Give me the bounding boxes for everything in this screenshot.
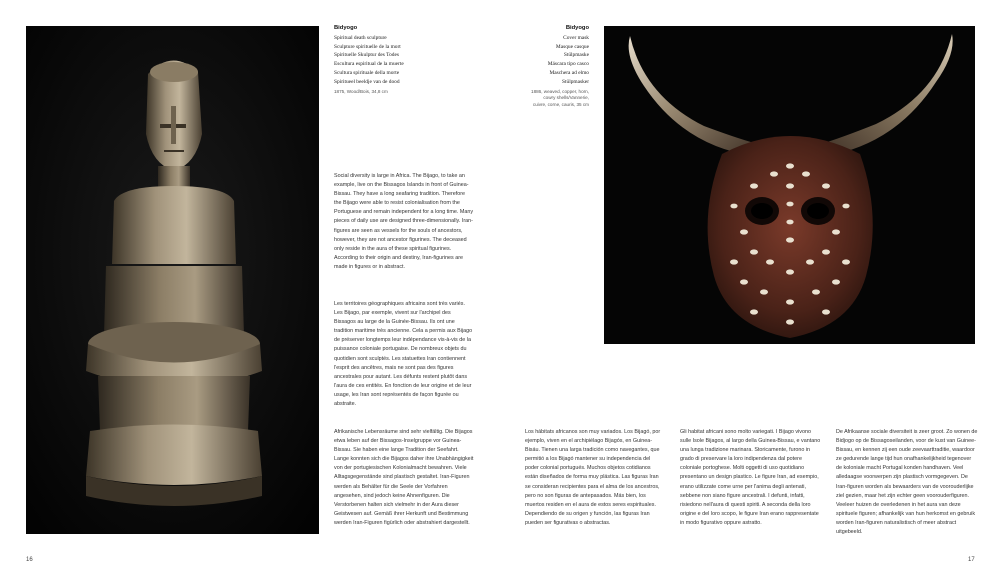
page-number-right: 17: [968, 557, 975, 563]
caption-line: Spiritual death sculpture: [334, 34, 387, 41]
caption-line: Stülpmaske: [563, 52, 589, 59]
caption-line: Stülpmasker: [562, 78, 589, 85]
caption-line: Cover mask: [563, 34, 589, 41]
photo-cover-mask: [604, 26, 975, 344]
caption-cover-mask: [478, 24, 589, 108]
paragraph-italian: Gli habitat africani sono molto variegati. I Bijago vivono sulle Isole Bijagos, al largo della Guinea-Bissau, e vantano una lunga tradizione marinara. Storicamente, furono in grado di preservare la loro indipendenza dal potere coloniale portoghese. Molti oggetti di uso quotidiano presentano un design plastico. Le figure Iran, ad esempio, erano utilizzate come urne per l'anima degli antenati, sebbene non siano figure ancestrali. I defunti, infatti, risiedono nell'aura di questi spiriti. A seconda della loro origine e del loro scopo, le figure Iran erano rappresentate in modo figurativo oppure astratto.: [680, 429, 821, 526]
caption-line: Maschera ad elmo: [549, 69, 589, 76]
caption-line: Masque casque: [555, 43, 589, 50]
paragraph-spanish: Los hábitats africanos son muy variados. Los Bijagó, por ejemplo, viven en el archipiélago Bijagós, en Guinea-Bisáu. Tienen una larga tradición como navegantes, que permitió a los Bijagó mantener su independencia del poder colonial portugués. Muchos objetos cotidianos están diseñados de forma muy plástica. Las figuras Iran se consideran recipientes para el alma de los ancestros, pero no son figuras de antepasados. Más bien, los muertos residen en el aura de estos seres espirituales. Dependiendo de su origen y función, las figuras Iran pueden ser figurativas o abstractas.: [525, 429, 661, 526]
caption-meta: 1875, Wood/Bois, 34,8 cm: [334, 88, 388, 94]
caption-title: Bidyogo: [334, 25, 358, 31]
paragraph-french: Les territoires géographiques africains sont très variés. Les Bijago, par exemple, vivent sur l'archipel des Bissagos au large de la Guinée-Bissau. Ils ont une tradition maritime très ancienne. Cela a permis aux Bijago de préserver longtemps leur indépendance vis-à-vis de la puissance coloniale portugaise. De nombreux objets du quotidien sont sculptés. Les statuettes Iran contiennent l'esprit des ancêtres, mais ne sont pas des figures ancestrales pour autant. Les défunts restent plutôt dans l'aura de ces entités. En fonction de leur origine et de leur usage, les Iran sont représentés de façon figurée ou abstraite.: [334, 301, 473, 408]
caption-death-sculpture: [334, 24, 474, 95]
caption-line: Scultura spirituale della morte: [334, 69, 400, 76]
paragraph-dutch: De Afrikaanse sociale diversiteit is zeer groot. Zo wonen de Bidjogo op de Bissagoseilanden, voor de kust van Guinee-Bissau, en kennen zij een oude zeevaarttraditie, waardoor ze gedurende lange tijd hun onafhankelijkheid tegenover de koloniale macht Portugal konden handhaven. Veel alledaagse voorwerpen zijn plastisch vormgegeven. De Iran-figuren worden als bewaarders van de voorouderlijke ziel gezien, maar het zijn echter geen voorouderfiguren. Veeleer huizen de overledenen in het aura van deze spirituele figuren; afhankelijk van hun herkomst en gebruik worden Iran-figuren naturalistisch of meer abstract uitgebeeld.: [836, 429, 978, 536]
caption-title: Bidyogo: [565, 25, 589, 31]
caption-line: Escultura espiritual de la muerte: [334, 61, 404, 68]
paragraph-english: Social diversity is large in Africa. The Bijago, to take an example, live on the Bissagos Islands in front of Guinea-Bissau. They have a long seafaring tradition. Therefore the Bijago were able to resist colonialisation from the Portuguese and remain independent for a long time. Many pieces of daily use are designed three-dimensionally. Iran-figures are seen as vessels for the souls of ancestors, however, they are not ancestor figurines. The deceased only reside in the aura of these spiritual figurines. According to their origin and destiny, Iran-figurines are made in figures or in abstract.: [334, 173, 474, 270]
caption-meta-line: cowry shells/Vannerie,: [543, 95, 589, 101]
caption-meta: [478, 89, 589, 109]
caption-line: Spirituelle Skulptur des Todes: [334, 52, 399, 59]
caption-line: Spiritueel beeldje van de dood: [334, 78, 400, 85]
caption-meta-line: cuivre, corne, cauris, 35 cm: [532, 101, 589, 107]
photo-death-sculpture: [26, 26, 319, 534]
caption-meta-line: 1886, weaved, copper, horn,: [531, 88, 589, 94]
paragraph-german: Afrikanische Lebensräume sind sehr vielfältig. Die Bijagos etwa leben auf der Bissagos-Inselgruppe vor Guinea-Bissau. Sie haben eine lange Tradition der Seefahrt. Lange konnten sich die Bijagos daher ihre Unabhängigkeit von der portugiesischen Kolonialmacht bewahren. Viele Alltagsgegenstände sind plastisch gestaltet. Iran-Figuren werden als Behälter für die Seele der Vorfahren angesehen, sind jedoch keine Ahnenfiguren. Die Verstorbenen halten sich vielmehr in der Aura dieser Geistwesen auf. Gemäß ihrer Herkunft und Bestimmung werden Iran-Figuren figürlich oder abstrahiert dargestellt.: [334, 429, 474, 526]
death-sculpture-illustration: [26, 26, 319, 534]
caption-line: Máscara tipo casco: [547, 61, 589, 68]
caption-line: Sculpture spirituelle de la mort: [334, 43, 401, 50]
page-number-left: 16: [26, 557, 33, 563]
cover-mask-illustration: [604, 26, 975, 344]
